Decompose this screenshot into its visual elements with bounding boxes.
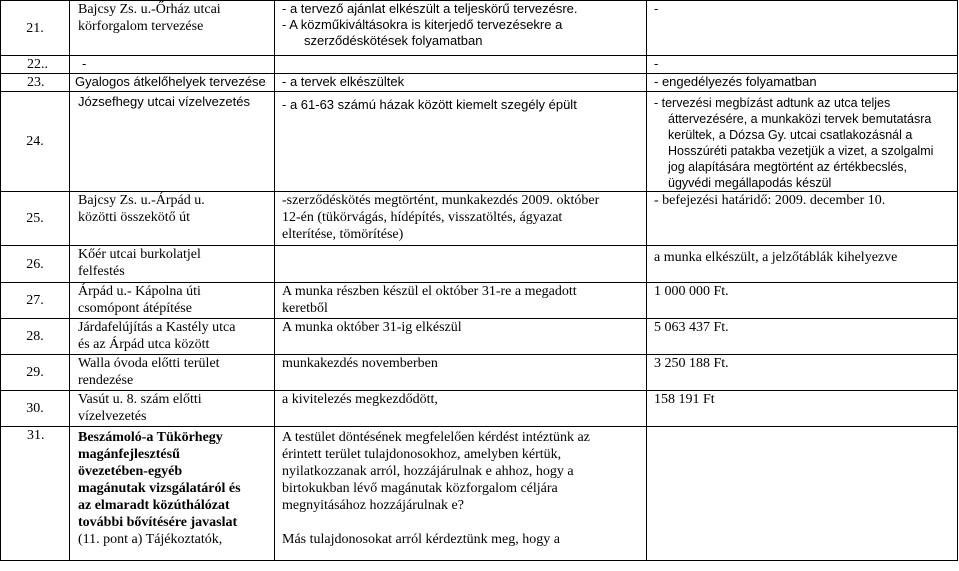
row-number: 29.	[1, 355, 70, 391]
table-row	[1, 283, 958, 319]
project-note: - engedélyezés folyamatban	[647, 74, 958, 92]
table-row	[1, 319, 958, 355]
table-row	[1, 246, 958, 283]
project-status: - a tervező ajánlat elkészült a teljeskörű tervezésre. - A közműkiváltásokra is kiterjedő tervezésekre a szerződéskötések folyamatban	[275, 1, 647, 56]
project-status	[275, 246, 647, 283]
project-status	[275, 56, 647, 74]
project-note: 3 250 188 Ft.	[647, 355, 958, 391]
project-title: Beszámoló-a Tükörhegy magánfejlesztésű övezetében-egyéb magánutak vizsgálatáról és az elmaradt közúthálózat további bővítésére javaslat (11. pont a) Tájékoztatók,	[70, 427, 275, 561]
row-number: 30.	[1, 391, 70, 427]
project-title: -	[70, 56, 275, 74]
row-number: 25.	[1, 192, 70, 246]
project-note: 1 000 000 Ft.	[647, 283, 958, 319]
table-row	[1, 355, 958, 391]
project-title: Bajcsy Zs. u.-Őrház utcai körforgalom tervezése	[70, 1, 275, 56]
project-title: Walla óvoda előtti terület rendezése	[70, 355, 275, 391]
project-status: A testület döntésének megfelelően kérdést intéztünk az érintett terület tulajdonosokhoz, amelyben kértük, nyilatkozzanak arról, hozzájárulnak e ahhoz, hogy a birtokukban lévő magánutak közforgalom céljára megnyitásához hozzájárulnak e? Más tulajdonosokat arról kérdeztünk meg, hogy a	[275, 427, 647, 561]
project-note: - befejezési határidő: 2009. december 10.	[647, 192, 958, 246]
table-row	[1, 92, 958, 192]
table-row	[1, 391, 958, 427]
row-number: 21.	[1, 1, 70, 56]
project-title: Józsefhegy utcai vízelvezetés	[70, 92, 275, 192]
project-title: Árpád u.- Kápolna úti csomópont átépítése	[70, 283, 275, 319]
project-status: - a 61-63 számú házak között kiemelt szegély épült	[275, 92, 647, 192]
row-number: 24.	[1, 92, 70, 192]
project-note	[647, 427, 958, 561]
project-title: Vasút u. 8. szám előtti vízelvezetés	[70, 391, 275, 427]
row-number: 22..	[1, 56, 70, 74]
project-note: 158 191 Ft	[647, 391, 958, 427]
project-note: - tervezési megbízást adtunk az utca teljes áttervezésére, a munkaközi tervek bemutatásra kerültek, a Dózsa Gy. utcai csatlakozásnál a Hosszúréti patakba vezetjük a vizet, a szolgalmi jog alapítására megtörtént az értékbecslés, ügyvédi megállapodás készül	[647, 92, 958, 192]
project-note: 5 063 437 Ft.	[647, 319, 958, 355]
project-status: A munka október 31-ig elkészül	[275, 319, 647, 355]
row-number: 31.	[1, 427, 70, 561]
project-title: Járdafelújítás a Kastély utca és az Árpád utca között	[70, 319, 275, 355]
project-title: Kőér utcai burkolatjel felfestés	[70, 246, 275, 283]
project-title: Gyalogos átkelőhelyek tervezése	[70, 74, 275, 92]
row-number: 23.	[1, 74, 70, 92]
row-number: 26.	[1, 246, 70, 283]
project-note: -	[647, 1, 958, 56]
project-note: a munka elkészült, a jelzőtáblák kihelyezve	[647, 246, 958, 283]
project-status: A munka részben készül el október 31-re a megadott keretből	[275, 283, 647, 319]
project-status: -szerződéskötés megtörtént, munkakezdés 2009. október 12-én (tükörvágás, hídépítés, visszatöltés, ágyazat elterítése, tömörítése)	[275, 192, 647, 246]
table-row	[1, 192, 958, 246]
row-number: 28.	[1, 319, 70, 355]
table-row	[1, 427, 958, 561]
table-row	[1, 56, 958, 74]
table-row	[1, 1, 958, 56]
project-title: Bajcsy Zs. u.-Árpád u. közötti összekötő út	[70, 192, 275, 246]
row-number: 27.	[1, 283, 70, 319]
table-row	[1, 74, 958, 92]
project-status: munkakezdés novemberben	[275, 355, 647, 391]
project-note: -	[647, 56, 958, 74]
project-status: a kivitelezés megkezdődött,	[275, 391, 647, 427]
project-status: - a tervek elkészültek	[275, 74, 647, 92]
